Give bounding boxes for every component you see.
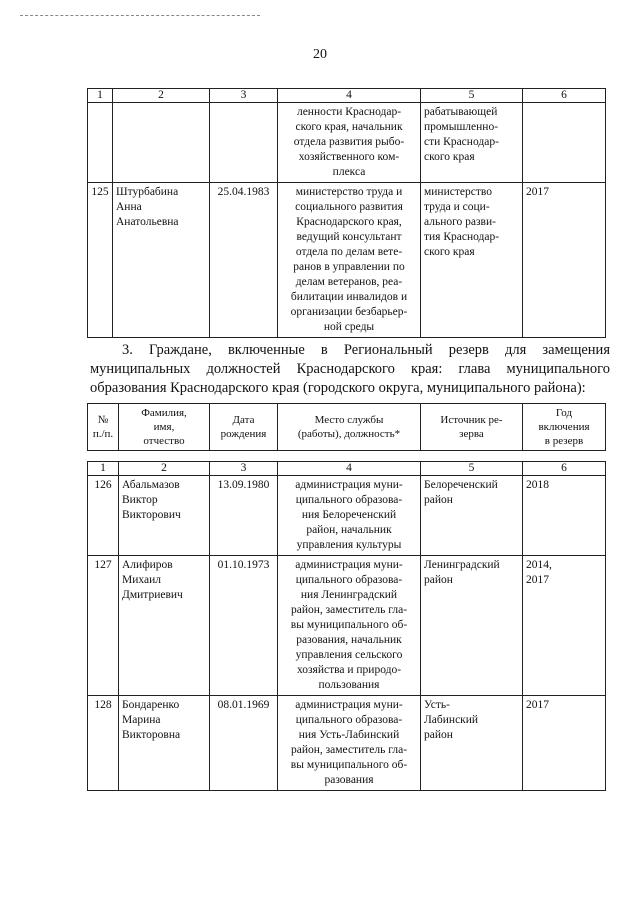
- birth-date-line: 08.01.1969: [217, 699, 270, 711]
- inclusion-year: [523, 696, 606, 791]
- full-name-line: Викторовна: [122, 729, 181, 741]
- position-line: пользования: [318, 679, 380, 691]
- position-line: администрация муни-: [295, 699, 403, 711]
- column-header-6: [523, 404, 606, 451]
- row-number: [88, 183, 113, 338]
- position-line: социального развития: [295, 201, 403, 213]
- reserve-source: [421, 476, 523, 556]
- row-number-line: 128: [94, 699, 112, 711]
- column-number-5: 5: [421, 89, 523, 103]
- full-name-line: Викторович: [122, 509, 181, 521]
- position-line: ципального образова-: [295, 494, 403, 506]
- column-number-1: 1: [88, 89, 113, 103]
- row-number: [88, 476, 119, 556]
- reserve-source: [421, 556, 523, 696]
- position-line: хозяйства и природо-: [296, 664, 402, 676]
- column-number-6: 6: [523, 89, 606, 103]
- column-header-5: [421, 404, 523, 451]
- column-header-line: Год: [555, 407, 573, 419]
- position-line: район, заместитель гла-: [290, 744, 408, 756]
- reserve-source-line: район: [424, 494, 453, 506]
- position-line: ния Усть-Лабинский: [298, 729, 400, 741]
- table-header-row: [88, 89, 606, 103]
- position-line: администрация муни-: [295, 479, 403, 491]
- full-name-line: Виктор: [122, 494, 158, 506]
- position-line: управления культуры: [296, 539, 402, 551]
- reserve-source-line: Лабинский: [424, 714, 479, 726]
- position: [278, 696, 421, 791]
- column-number-6: 6: [523, 462, 606, 476]
- reserve-source-line: труда и соци-: [424, 201, 490, 213]
- table-header-row: [88, 462, 606, 476]
- column-header-line: имя,: [153, 421, 175, 433]
- table-row: [88, 183, 606, 338]
- inclusion-year-line: 2017: [526, 186, 549, 198]
- position-line: ципального образова-: [295, 714, 403, 726]
- table-row: [88, 476, 606, 556]
- inclusion-year: [523, 103, 606, 183]
- inclusion-year-line: 2017: [526, 574, 549, 586]
- row-number-line: 125: [91, 186, 109, 198]
- position-line: ленности Краснодар-: [296, 106, 402, 118]
- reserve-source-line: ского края: [424, 151, 475, 163]
- column-header-line: включения: [538, 421, 590, 433]
- birth-date-line: 25.04.1983: [217, 186, 270, 198]
- full-name-line: Дмитриевич: [122, 589, 183, 601]
- reserve-source-line: тия Краснодар-: [424, 231, 500, 243]
- reserve-source-line: район: [424, 729, 453, 741]
- position-line: плекса: [332, 166, 366, 178]
- full-name: [113, 183, 210, 338]
- column-number-3: 3: [210, 462, 278, 476]
- position-line: разования, начальник: [296, 634, 402, 646]
- reserve-source-line: сти Краснодар-: [424, 136, 499, 148]
- row-number-line: 127: [94, 559, 112, 571]
- position-line: организации безбарьер-: [290, 306, 408, 318]
- column-header-line: отчество: [143, 435, 185, 447]
- column-header-line: в резерв: [544, 435, 584, 447]
- inclusion-year: [523, 183, 606, 338]
- column-header-4: [278, 404, 421, 451]
- table-reserve-list: [87, 461, 606, 791]
- reserve-source-line: район: [424, 574, 453, 586]
- full-name: [119, 556, 210, 696]
- column-header-line: (работы), должность*: [297, 428, 401, 440]
- column-number-1: 1: [88, 462, 119, 476]
- reserve-source: [421, 696, 523, 791]
- position-line: ведущий консультант: [296, 231, 402, 243]
- position-line: билитации инвалидов и: [290, 291, 408, 303]
- column-header-row: [88, 404, 606, 451]
- full-name-line: Михаил: [122, 574, 161, 586]
- position-line: вы муниципального об-: [290, 619, 408, 631]
- position: [278, 476, 421, 556]
- full-name: [119, 476, 210, 556]
- full-name-line: Анатольевна: [116, 216, 179, 228]
- column-number-2: 2: [119, 462, 210, 476]
- reserve-source-line: ского края: [424, 246, 475, 258]
- position: [278, 103, 421, 183]
- column-header-line: Источник ре-: [440, 414, 503, 426]
- column-number-3: 3: [210, 89, 278, 103]
- full-name-line: Бондаренко: [122, 699, 180, 711]
- birth-date-line: 01.10.1973: [217, 559, 270, 571]
- reserve-source-line: промышленно-: [424, 121, 499, 133]
- column-header-line: рождения: [220, 428, 267, 440]
- row-number: [88, 556, 119, 696]
- table-column-headers: [87, 403, 606, 451]
- birth-date: [210, 696, 278, 791]
- position-line: ной среды: [323, 321, 375, 333]
- table-row: [88, 103, 606, 183]
- birth-date-line: 13.09.1980: [217, 479, 270, 491]
- reserve-source: [421, 183, 523, 338]
- position-line: ния Ленинградский: [300, 589, 398, 601]
- full-name-line: Марина: [122, 714, 161, 726]
- table-row: [88, 696, 606, 791]
- inclusion-year-line: 2014,: [526, 559, 552, 571]
- inclusion-year: [523, 556, 606, 696]
- full-name-line: Абальмазов: [122, 479, 180, 491]
- reserve-source-line: министерство: [424, 186, 492, 198]
- full-name-line: Алифиров: [122, 559, 173, 571]
- position-line: вы муниципального об-: [290, 759, 408, 771]
- position-line: администрация муни-: [295, 559, 403, 571]
- birth-date: [210, 183, 278, 338]
- inclusion-year-line: 2017: [526, 699, 549, 711]
- column-header-3: [210, 404, 278, 451]
- full-name: [119, 696, 210, 791]
- full-name: [113, 103, 210, 183]
- birth-date: [210, 556, 278, 696]
- position-line: ранов в управлении по: [293, 261, 405, 273]
- column-header-line: Фамилия,: [141, 407, 187, 419]
- position-line: отдела по делам вете-: [295, 246, 403, 258]
- section-text: 3. Граждане, включенные в Региональный резерв для замещения муниципальных должностей Краснодарского края: глава муниципального образования Краснодарского края (городского округа, муниципального района):: [90, 342, 610, 396]
- position-line: ского края, начальник: [295, 121, 403, 133]
- table-row: [88, 556, 606, 696]
- reserve-source-line: Белореченский: [424, 479, 498, 491]
- row-number: [88, 103, 113, 183]
- top-dashed-line: [20, 15, 260, 16]
- birth-date: [210, 103, 278, 183]
- row-number-line: 126: [94, 479, 112, 491]
- column-header-line: зерва: [459, 428, 484, 440]
- table-continuation: [87, 88, 606, 338]
- position: [278, 556, 421, 696]
- reserve-source-line: Ленинградский: [424, 559, 500, 571]
- column-header-line: п./п.: [92, 428, 114, 440]
- column-header-2: [119, 404, 210, 451]
- column-header-line: №: [97, 414, 109, 426]
- position-line: район, заместитель гла-: [290, 604, 408, 616]
- column-number-5: 5: [421, 462, 523, 476]
- position-line: ния Белореченский: [301, 509, 397, 521]
- position-line: делам ветеранов, реа-: [295, 276, 403, 288]
- position-line: хозяйственного ком-: [298, 151, 400, 163]
- column-header-1: [88, 404, 119, 451]
- position-line: министерство труда и: [295, 186, 403, 198]
- full-name-line: Анна: [116, 201, 142, 213]
- page-number: 20: [313, 47, 327, 62]
- column-header-line: Дата: [232, 414, 255, 426]
- position-line: разования: [324, 774, 374, 786]
- position-line: ципального образова-: [295, 574, 403, 586]
- position-line: Краснодарского края,: [296, 216, 402, 228]
- reserve-source-line: рабатывающей: [424, 106, 498, 118]
- position: [278, 183, 421, 338]
- reserve-source-line: ального разви-: [424, 216, 496, 228]
- section-heading: [90, 341, 610, 398]
- column-number-2: 2: [113, 89, 210, 103]
- row-number: [88, 696, 119, 791]
- full-name-line: Штурбабина: [116, 186, 179, 198]
- column-number-4: 4: [278, 89, 421, 103]
- column-header-line: Место службы: [314, 414, 384, 426]
- reserve-source: [421, 103, 523, 183]
- position-line: управления сельского: [295, 649, 403, 661]
- birth-date: [210, 476, 278, 556]
- reserve-source-line: Усть-: [424, 699, 450, 711]
- inclusion-year-line: 2018: [526, 479, 549, 491]
- position-line: отдела развития рыбо-: [293, 136, 405, 148]
- inclusion-year: [523, 476, 606, 556]
- column-number-4: 4: [278, 462, 421, 476]
- position-line: район, начальник: [306, 524, 392, 536]
